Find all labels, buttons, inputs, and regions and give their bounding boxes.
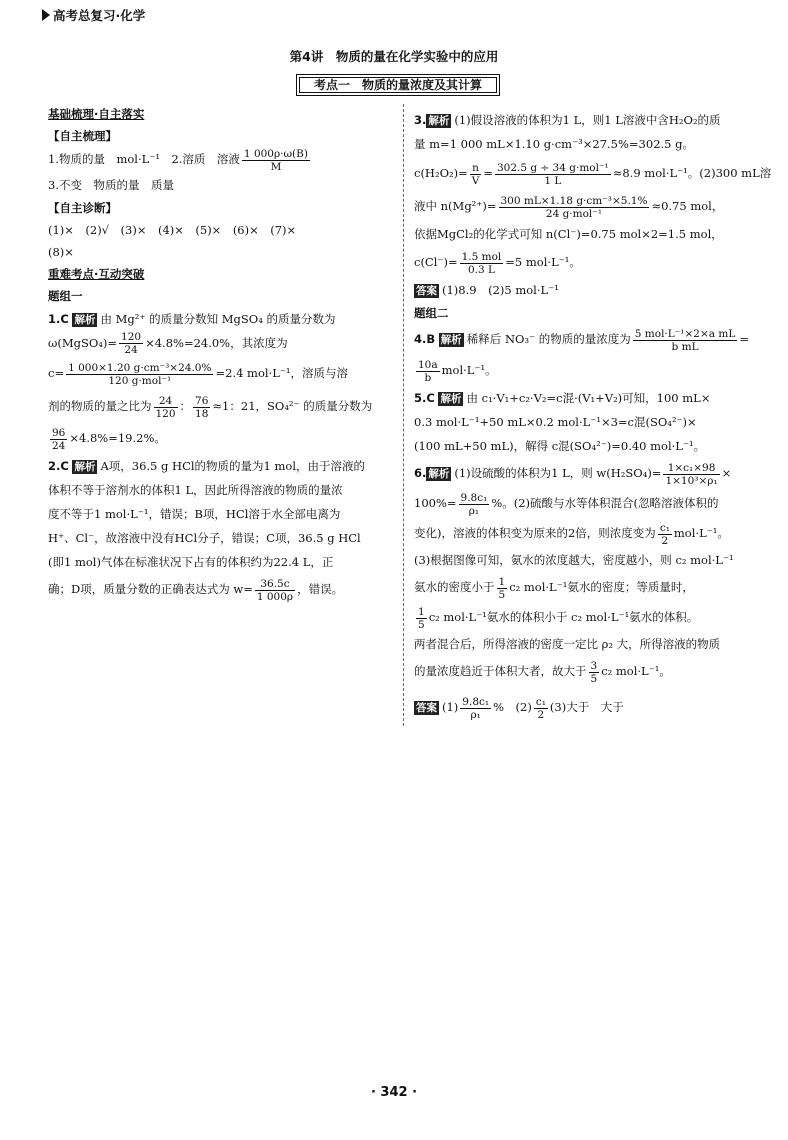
fraction: $\frac{76}{18}$ [195, 394, 209, 420]
fraction: $\frac{3}{5}$ [590, 659, 598, 685]
answer-badge: 答案 [416, 702, 437, 714]
page-number: · 342 · [370, 1085, 418, 1100]
fraction: $\frac{\text{300 mL×1.18 g·cm⁻³×5.1\%}}{\text{24 g·mol⁻¹}}$ [500, 194, 648, 220]
triangle-icon [42, 9, 50, 21]
fraction: $\frac{36.5c}{1 000\rho}$ [256, 577, 294, 603]
q6-line: 6. 解析 (1)设硫酸的体积为1 L，则 w(H₂SO₄)= $\frac{\text{1×c₁×98}}{\text{1×10³×ρ₁}}$ × [414, 461, 732, 487]
q4-line: $\frac{10a}{b}$ mol·L⁻¹。 [418, 358, 497, 384]
diagnosis-line: (1)× (2)√ (3)× (4)× (5)× (6)× (7)× [48, 222, 297, 237]
running-head [42, 6, 145, 24]
fraction: $\frac{\text{302.5 g ÷ 34 g·mol⁻¹}}{1 L}$ [496, 161, 609, 187]
q6-line: $\frac{1}{5}$ c₂ mol·L⁻¹氨水的体积小于 c₂ mol·L⁻¹氨水的体积。 [418, 605, 699, 631]
analysis-badge: 解析 [428, 115, 450, 127]
fraction: $\frac{\text{5 mol·L⁻¹×2×a mL}}{\text{b mL}}$ [634, 327, 736, 353]
fraction: $\frac{1}{5}$ [418, 605, 425, 631]
q2-line: (即1 mol)气体在标准状况下占有的体积约为22.4 L，正 [48, 555, 334, 569]
answer-line-3: 3.不变 物质的量 质量 [48, 177, 174, 192]
q3-line: c(Cl⁻)= $\frac{\text{1.5 mol}}{0.3 L}$ =5 mol·L⁻¹。 [414, 250, 581, 276]
q5-line: 0.3 mol·L⁻¹+50 mL×0.2 mol·L⁻¹×3=c混(SO₄²⁻)× [414, 415, 697, 429]
fraction: $\frac{120}{24}$ [121, 331, 142, 356]
q3-line: c(H₂O₂)= $\frac{n}{V}$ = $\frac{\text{302.5 g ÷ 34 g·mol⁻¹}}{1 L}$ ≈8.9 mol·L⁻¹。(2)300 mL溶 [414, 161, 772, 187]
fraction: $\frac{\text{c₁}}{2}$ [659, 521, 670, 547]
fraction: $\frac{\text{c₁}}{2}$ [535, 695, 546, 721]
running-head-text: 高考总复习·化学 [53, 8, 146, 23]
q1-line: 剂的物质的量之比为 $\frac{24}{120}$ ： $\frac{76}{18}$ ≈1：21，SO₄²⁻ 的质量分数为 [48, 394, 373, 420]
analysis-badge: 解析 [440, 334, 462, 346]
q5-line: 5.C 解析 由 c₁·V₁+c₂·V₂=c混·(V₁+V₂)可知，100 mL× [414, 391, 711, 405]
analysis-badge: 解析 [74, 313, 96, 326]
section-heading-key-points: 重难考点·互动突破 [48, 266, 145, 281]
fraction: $\frac{\text{1.5 mol}}{0.3 L}$ [461, 250, 502, 276]
answer-badge: 答案 [416, 285, 437, 297]
group-heading-2: 题组二 [414, 306, 449, 320]
section-heading-basics: 基础梳理·自主落实 [48, 107, 145, 121]
q3-line: 量 m=1 000 mL×1.10 g·cm⁻³×27.5%=302.5 g。 [414, 137, 694, 151]
fraction: $\frac{1 000\rho\cdot\omega(B)}{M}$ [243, 147, 308, 173]
q1-line: 1.C 解析 由 Mg²⁺ 的质量分数知 MgSO₄ 的质量分数为 [48, 311, 336, 326]
q6-line: 变化)，溶液的体积变为原来的2倍，则浓度变为 $\frac{\text{c₁}}{2}$ mol·L⁻¹。 [414, 521, 729, 547]
fraction: $\frac{n}{V}$ [471, 161, 480, 187]
group-heading-1: 题组一 [48, 288, 83, 303]
q2-line: 确；D项，质量分数的正确表达式为 w= $\frac{36.5c}{1 000\rho}$ ，错误。 [48, 577, 344, 603]
fraction: $\frac{96}{24}$ [52, 426, 66, 452]
fraction: $\frac{\text{9.8c₁}}{\text{ρ₁}}$ [462, 695, 490, 721]
fraction: $\frac{\text{1 000×1.20 g·cm⁻³×24.0\%}}{\text{120 g·mol⁻¹}}$ [68, 361, 212, 387]
q6-line: 两者混合后，所得溶液的密度一定比 ρ₂ 大，所得溶液的物质 [414, 637, 721, 651]
fraction: $\frac{\text{1×c₁×98}}{\text{1×10³×ρ₁}}$ [665, 461, 718, 487]
q6-line: (3)根据图像可知，氨水的浓度越大，密度越小，则 c₂ mol·L⁻¹ [414, 553, 734, 567]
answer-line-1: 1.物质的量 mol·L⁻¹ 2.溶质 溶液 $\frac{1 000\rho\cdot\omega(B)}{M}$ [48, 147, 308, 173]
fraction: $\frac{10a}{b}$ [418, 358, 438, 384]
bracket-heading-diagnosis: 【自主诊断】 [48, 200, 117, 215]
q4-line: 4.B 解析 稀释后 NO₃⁻ 的物质的量浓度为 $\frac{\text{5 mol·L⁻¹×2×a mL}}{\text{b mL}}$ = [414, 327, 749, 353]
fraction: $\frac{1}{5}$ [498, 575, 506, 601]
q2-line: H⁺、Cl⁻，故溶液中没有HCl分子，错误；C项，36.5 g HCl [48, 531, 361, 545]
q5-line: (100 mL+50 mL)，解得 c混(SO₄²⁻)=0.40 mol·L⁻¹。 [414, 439, 706, 453]
q3-line: 3. 解析 (1)假设溶液的体积为1 L，则1 L溶液中含H₂O₂的质 [414, 113, 721, 127]
q1-line: c= $\frac{\text{1 000×1.20 g·cm⁻³×24.0\%}}{\text{120 g·mol⁻¹}}$ =2.4 mol·L⁻¹，溶质与溶 [48, 361, 349, 387]
q2-line: 体积不等于溶剂水的体积1 L，因此所得溶液的物质的量浓 [48, 483, 343, 497]
topic-box: 考点一 物质的量浓度及其计算 [296, 74, 500, 96]
q1-line: $\frac{96}{24}$ ×4.8%=19.2%。 [52, 426, 166, 452]
q6-answer: 答案 (1) $\frac{\text{9.8c₁}}{\text{ρ₁}}$ % (2) $\frac{\text{c₁}}{2}$ (3)大于 大于 [416, 695, 624, 721]
q3-line: 液中 n(Mg²⁺)= $\frac{\text{300 mL×1.18 g·cm⁻³×5.1\%}}{\text{24 g·mol⁻¹}}$ ≈0.75 mol， [414, 194, 724, 220]
lecture-title: 第4讲 物质的量在化学实验中的应用 [289, 49, 499, 64]
q2-line: 2.C 解析 A项，36.5 g HCl的物质的量为1 mol，由于溶液的 [48, 459, 366, 473]
q2-line: 度不等于1 mol·L⁻¹，错误；B项，HCl溶于水全部电离为 [48, 507, 341, 521]
bracket-heading-review: 【自主梳理】 [48, 129, 117, 143]
q6-line: 的量浓度趋近于体积大者，故大于 $\frac{3}{5}$ c₂ mol·L⁻¹。 [414, 659, 671, 685]
analysis-badge: 解析 [428, 468, 450, 480]
q6-line: 100%= $\frac{\text{9.8c₁}}{\text{ρ₁}}$ %。(2)硫酸与水等体积混合(忽略溶液体积的 [414, 491, 719, 517]
diagnosis-line: (8)× [48, 244, 74, 259]
analysis-badge: 解析 [74, 461, 96, 473]
fraction: $\frac{24}{120}$ [155, 394, 176, 420]
left-column [48, 103, 391, 604]
column-divider [403, 104, 404, 726]
q3-answer: 答案 (1)8.9 (2)5 mol·L⁻¹ [416, 283, 559, 297]
right-column [414, 108, 772, 724]
analysis-badge: 解析 [440, 393, 462, 405]
q6-line: 氨水的密度小于 $\frac{1}{5}$ c₂ mol·L⁻¹氨水的密度；等质量时， [414, 575, 694, 601]
q3-line: 依据MgCl₂的化学式可知 n(Cl⁻)=0.75 mol×2=1.5 mol， [414, 227, 723, 241]
q1-line: ω(MgSO₄)= $\frac{120}{24}$ ×4.8%=24.0%，其浓度为 [48, 331, 288, 356]
fraction: $\frac{\text{9.8c₁}}{\text{ρ₁}}$ [460, 491, 488, 517]
